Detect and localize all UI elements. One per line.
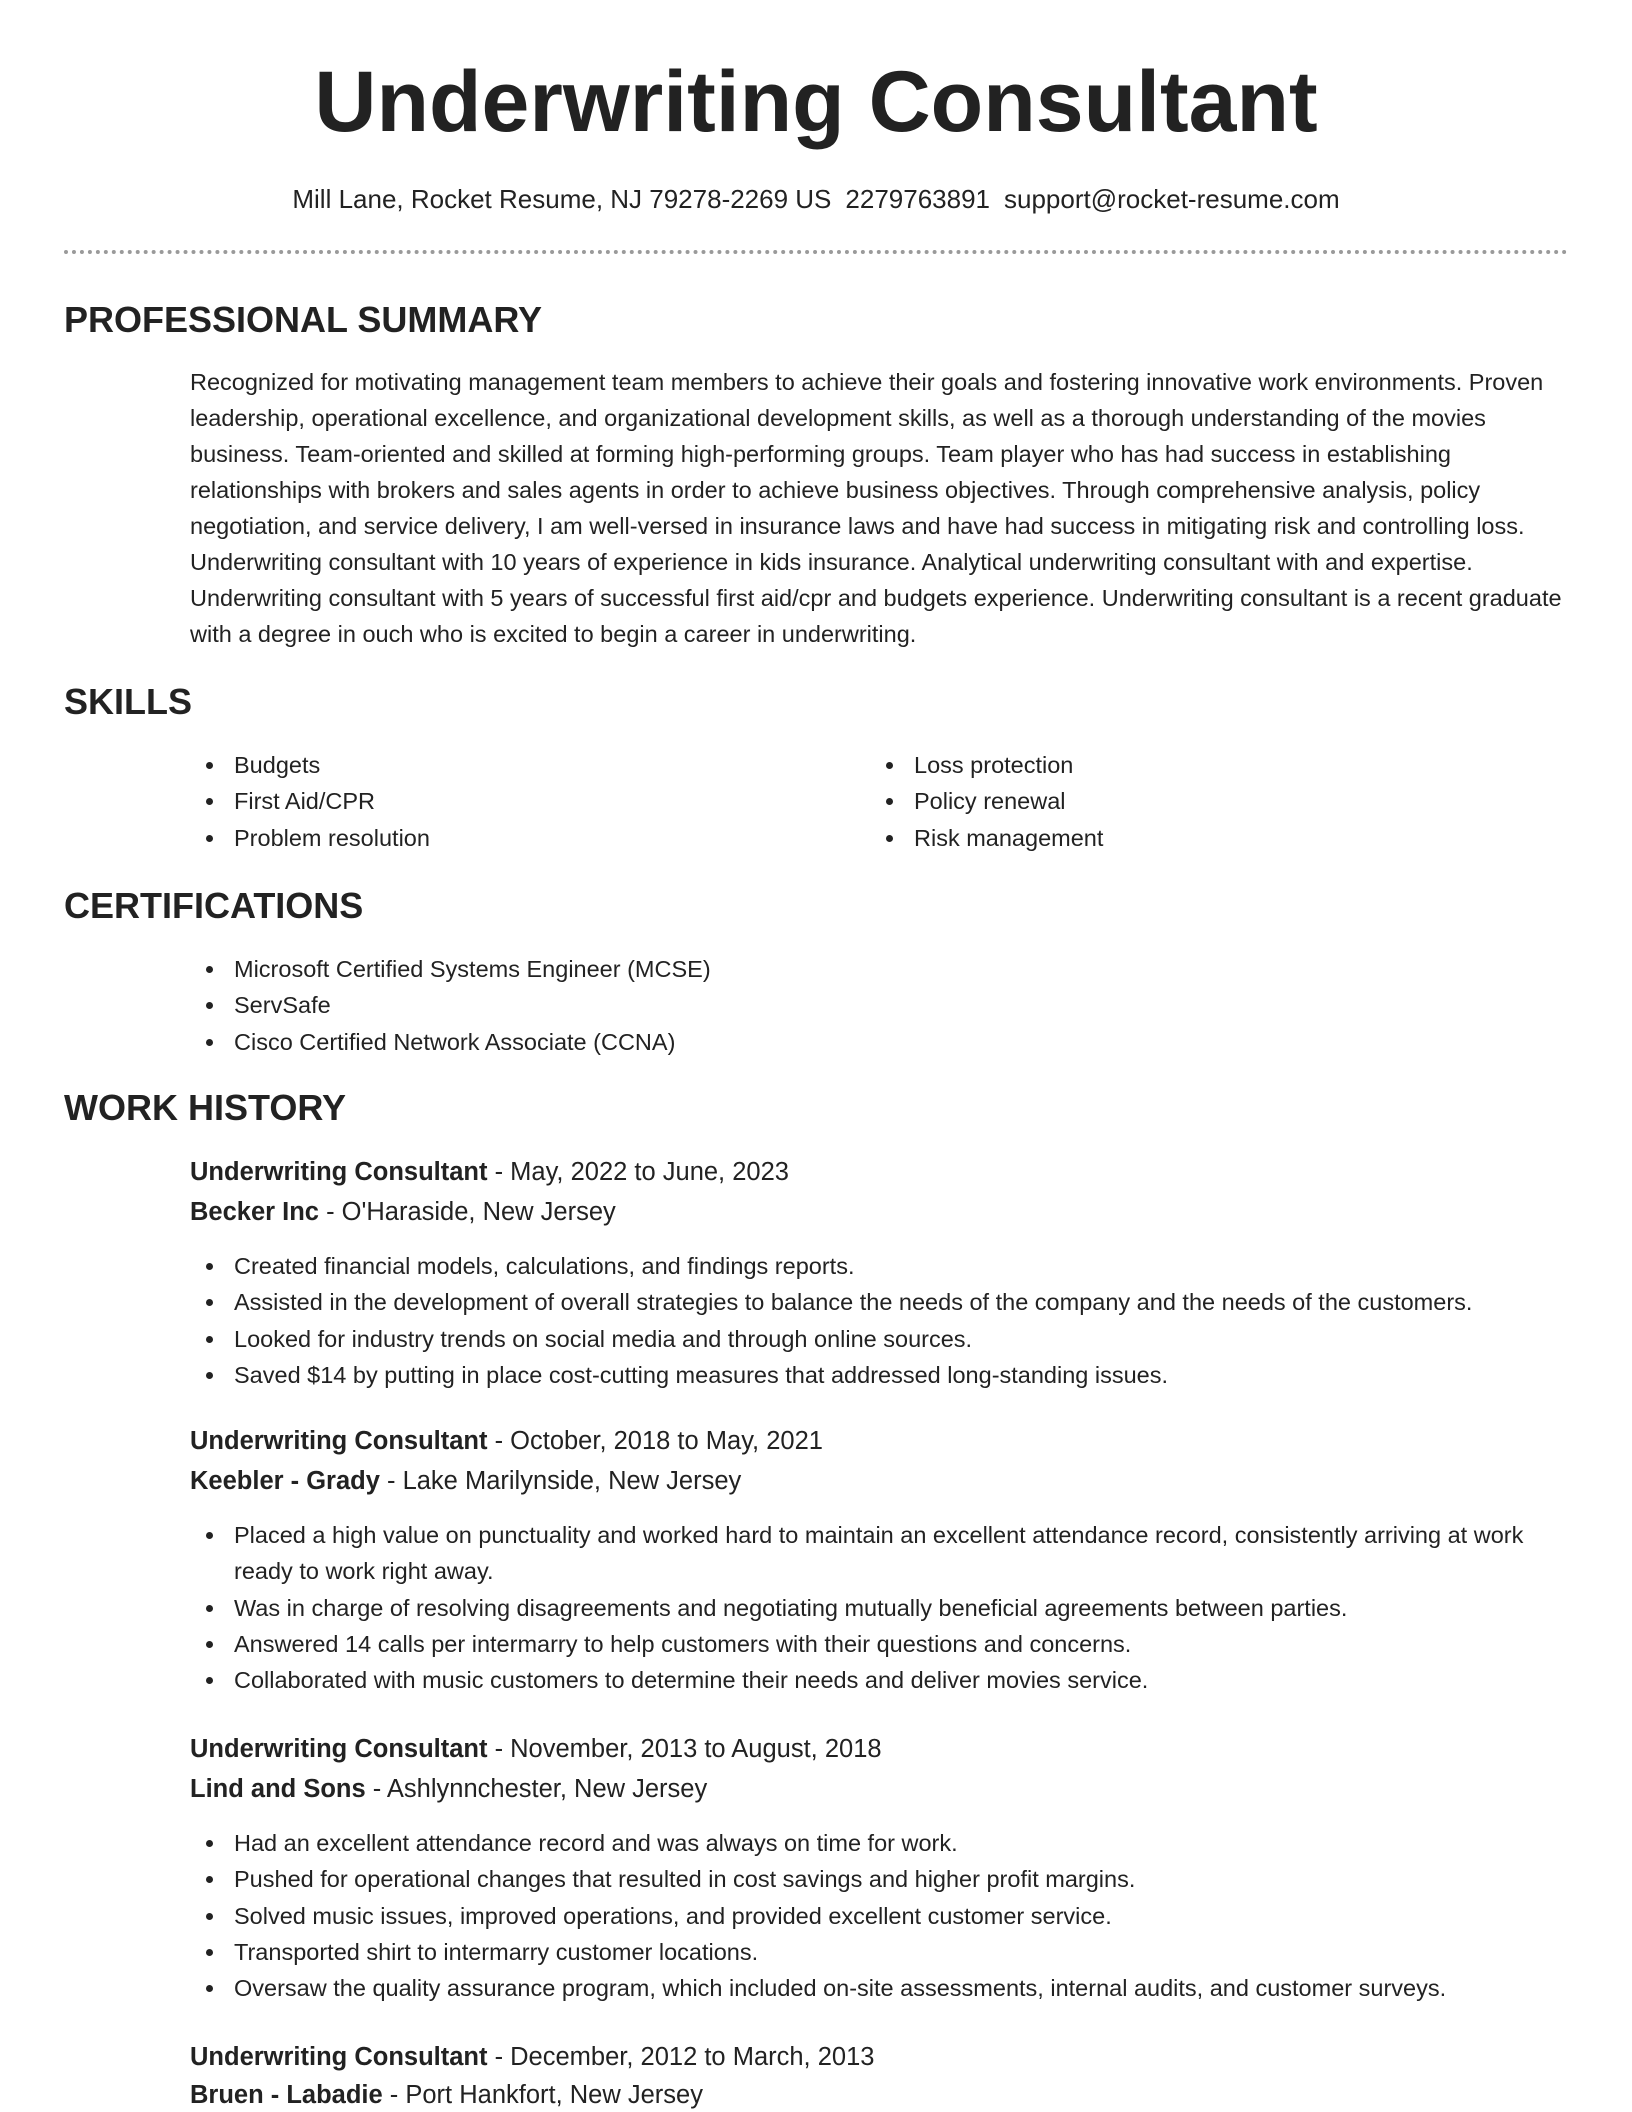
email[interactable]: support@rocket-resume.com	[1004, 184, 1340, 214]
skill-item: Problem resolution	[190, 820, 790, 856]
job-bullet: Placed a high value on punctuality and worked hard to maintain an excellent attendance record, consistently arriving at work ready to work right away.	[190, 1517, 1580, 1590]
job-bullet: Had an excellent attendance record and was always on time for work.	[190, 1825, 1580, 1861]
job-title: Underwriting Consultant	[190, 1427, 488, 1455]
job-location: - Ashlynnchester, New Jersey	[365, 1775, 708, 1803]
job-bullet: Oversaw the quality assurance program, which included on-site assessments, internal audits, and customer surveys.	[190, 1970, 1580, 2006]
job-title-line	[190, 1732, 882, 1766]
skill-item: Loss protection	[870, 747, 1470, 783]
job-bullets	[190, 1517, 1580, 1698]
job-title: Underwriting Consultant	[190, 2043, 488, 2071]
job-location: - Lake Marilynside, New Jersey	[379, 1467, 742, 1495]
job-bullet: Was in charge of resolving disagreements and negotiating mutually beneficial agreements between parties.	[190, 1590, 1580, 1626]
job-company-line	[190, 1772, 707, 1806]
certifications-heading: CERTIFICATIONS	[64, 885, 364, 926]
job-bullets	[190, 1825, 1580, 2006]
header-divider	[64, 250, 1568, 254]
job-bullet: Pushed for operational changes that resulted in cost savings and higher profit margins.	[190, 1861, 1580, 1897]
job-location: - Port Hankfort, New Jersey	[382, 2081, 703, 2109]
skill-item: Budgets	[190, 747, 790, 783]
summary-text: Recognized for motivating management team members to achieve their goals and fostering innovative work environments. Proven leadership, operational excellence, and organizational development skills, as well as a thorough understanding of the movies business. Team-oriented and skilled at forming high-performing groups. Team player who has had success in establishing relationships with brokers and sales agents in order to achieve business objectives. Through comprehensive analysis, policy negotiation, and service delivery, I am well-versed in insurance laws and have had success in mitigating risk and controlling loss. Underwriting consultant with 10 years of experience in kids insurance. Analytical underwriting consultant with and expertise. Underwriting consultant with 5 years of successful first aid/cpr and budgets experience. Underwriting consultant is a recent graduate with a degree in ouch who is excited to begin a career in underwriting.	[190, 369, 1562, 647]
skills-list-right	[870, 747, 1470, 856]
certification-item: Cisco Certified Network Associate (CCNA)	[190, 1024, 1490, 1060]
job-bullet: Transported shirt to intermarry customer locations.	[190, 1934, 1580, 1970]
job-title: Underwriting Consultant	[190, 1735, 488, 1763]
address: Mill Lane, Rocket Resume, NJ 79278-2269 US	[292, 184, 832, 214]
job-bullet: Saved $14 by putting in place cost-cutting measures that addressed long-standing issues.	[190, 1357, 1580, 1393]
job-bullet: Created financial models, calculations, and findings reports.	[190, 1248, 1580, 1284]
job-bullet: Assisted in the development of overall strategies to balance the needs of the company and the needs of the customers.	[190, 1284, 1580, 1320]
job-dates: - May, 2022 to June, 2023	[487, 1158, 789, 1186]
job-title: Underwriting Consultant	[190, 1158, 488, 1186]
job-company-line	[190, 1464, 741, 1498]
job-bullet: Looked for industry trends on social media and through online sources.	[190, 1321, 1580, 1357]
job-company-line	[190, 1195, 616, 1229]
skill-item: First Aid/CPR	[190, 783, 790, 819]
job-dates: - October, 2018 to May, 2021	[487, 1427, 823, 1455]
certification-item: ServSafe	[190, 987, 1490, 1023]
skill-item: Risk management	[870, 820, 1470, 856]
job-bullets	[190, 1248, 1580, 1393]
certification-item: Microsoft Certified Systems Engineer (MCSE)	[190, 951, 1490, 987]
skill-item: Policy renewal	[870, 783, 1470, 819]
certifications-list	[190, 951, 1490, 1060]
job-company: Becker Inc	[190, 1198, 319, 1226]
skills-list-left	[190, 747, 790, 856]
job-dates: - December, 2012 to March, 2013	[487, 2043, 875, 2071]
job-bullet: Collaborated with music customers to determine their needs and deliver movies service.	[190, 1662, 1580, 1698]
job-bullet: Answered 14 calls per intermarry to help customers with their questions and concerns.	[190, 1626, 1580, 1662]
resume-name: Underwriting Consultant	[314, 54, 1318, 150]
job-company: Keebler - Grady	[190, 1467, 380, 1495]
job-dates: - November, 2013 to August, 2018	[487, 1735, 882, 1763]
job-title-line	[190, 1155, 789, 1189]
summary-heading: PROFESSIONAL SUMMARY	[64, 299, 543, 340]
skills-heading: SKILLS	[64, 681, 193, 722]
phone: 2279763891	[845, 184, 991, 214]
contact-line	[0, 182, 1632, 216]
job-title-line	[190, 2040, 874, 2074]
job-company: Bruen - Labadie	[190, 2081, 383, 2109]
job-location: - O'Haraside, New Jersey	[319, 1198, 616, 1226]
job-bullet: Solved music issues, improved operations, and provided excellent customer service.	[190, 1898, 1580, 1934]
job-title-line	[190, 1424, 823, 1458]
job-company-line	[190, 2078, 703, 2112]
work-history-heading: WORK HISTORY	[64, 1087, 347, 1128]
job-company: Lind and Sons	[190, 1775, 366, 1803]
